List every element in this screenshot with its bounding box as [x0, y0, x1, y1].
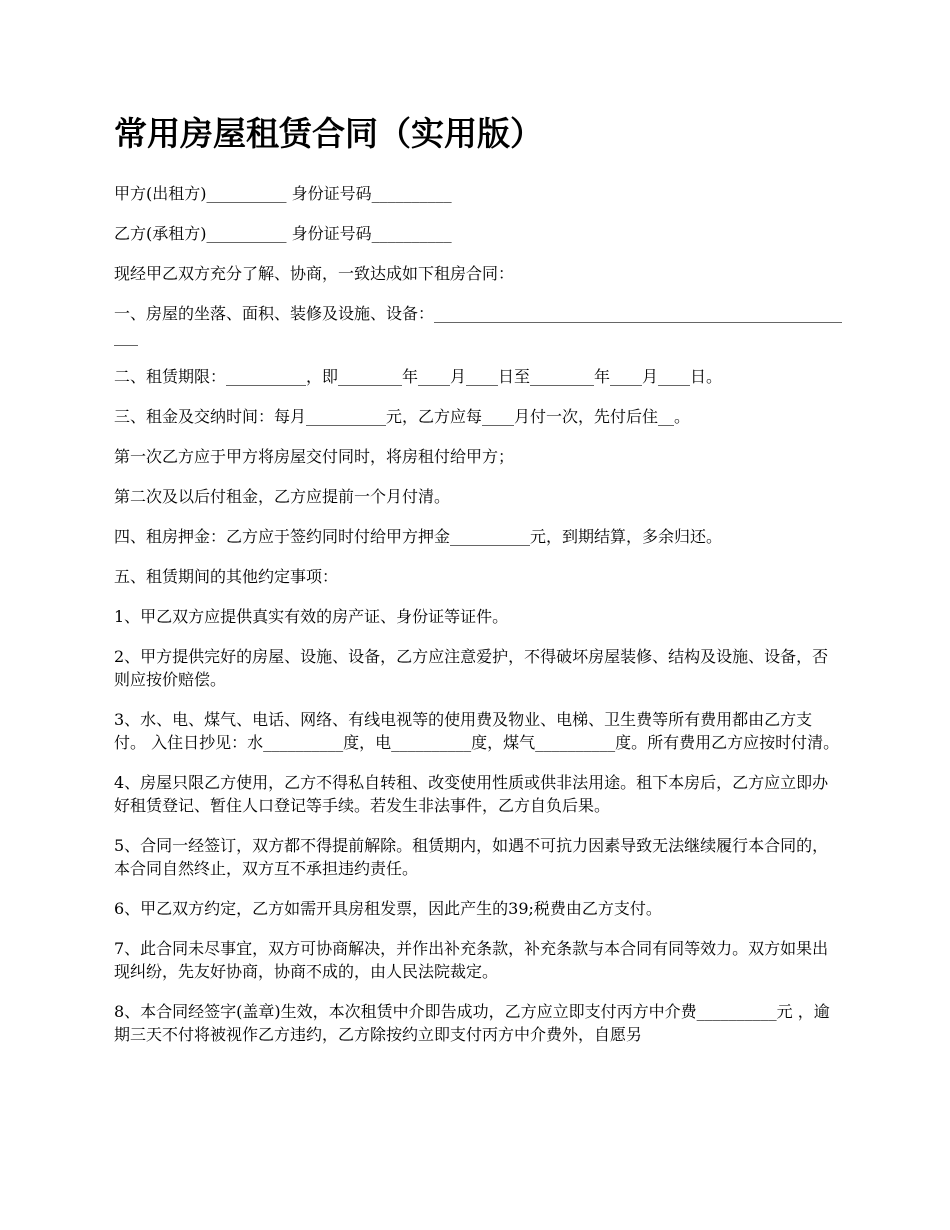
item-6: 6、甲乙双方约定，乙方如需开具房租发票，因此产生的39;税费由乙方支付。 [114, 899, 662, 918]
party-a-line: 甲方(出租方)__________ 身份证号码__________ [114, 184, 452, 203]
clause-location: 一、房屋的坐落、面积、装修及设施、设备：______________________________________________________ [114, 304, 843, 346]
party-b-line: 乙方(承租方)__________ 身份证号码__________ [114, 224, 452, 243]
rent-first-payment: 第一次乙方应于甲方将房屋交付同时，将房租付给甲方； [114, 447, 515, 466]
clause-deposit: 四、租房押金：乙方应于签约同时付给甲方押金__________元，到期结算，多余归还。 [114, 527, 723, 546]
item-7: 7、此合同未尽事宜，双方可协商解决，并作出补充条款，补充条款与本合同有同等效力。双方如果出现纠纷，先友好协商，协商不成的，由人民法院裁定。 [114, 939, 829, 981]
item-8: 8、本合同经签字(盖章)生效，本次租赁中介即告成功，乙方应立即支付丙方中介费__________元 ，逾期三天不付将被视作乙方违约，乙方除按约立即支付丙方中介费外，自愿另 [114, 1002, 830, 1044]
clause-rent: 三、租金及交纳时间：每月__________元，乙方应每____月付一次，先付后住__。 [114, 407, 691, 426]
item-1: 1、甲乙双方应提供真实有效的房产证、身份证等证件。 [114, 607, 509, 626]
item-3: 3、水、电、煤气、电话、网络、有线电视等的使用费及物业、电梯、卫生费等所有费用都由乙方支付。 入住日抄见：水__________度，电__________度，煤气__________度。所有费用乙方应按时付清。 [114, 710, 840, 752]
item-5: 5、合同一经签订，双方都不得提前解除。租赁期内，如遇不可抗力因素导致无法继续履行本合同的，本合同自然终止，双方互不承担违约责任。 [114, 836, 829, 878]
clause-other-heading: 五、租赁期间的其他约定事项： [114, 567, 339, 586]
page-title: 常用房屋租赁合同（实用版） [114, 114, 543, 153]
clause-term: 二、租赁期限：__________，即________年____月____日至________年____月____日。 [114, 367, 723, 386]
item-4: 4、房屋只限乙方使用，乙方不得私自转租、改变使用性质或供非法用途。租下本房后，乙方应立即办好租赁登记、暂住人口登记等手续。若发生非法事件，乙方自负后果。 [114, 773, 829, 815]
item-2: 2、甲方提供完好的房屋、设施、设备，乙方应注意爱护，不得破坏房屋装修、结构及设施、设备，否则应按价赔偿。 [114, 647, 829, 689]
contract-page [114, 110, 844, 1063]
preamble: 现经甲乙双方充分了解、协商，一致达成如下租房合同： [114, 264, 515, 283]
rent-later-payment: 第二次及以后付租金，乙方应提前一个月付清。 [114, 487, 451, 506]
